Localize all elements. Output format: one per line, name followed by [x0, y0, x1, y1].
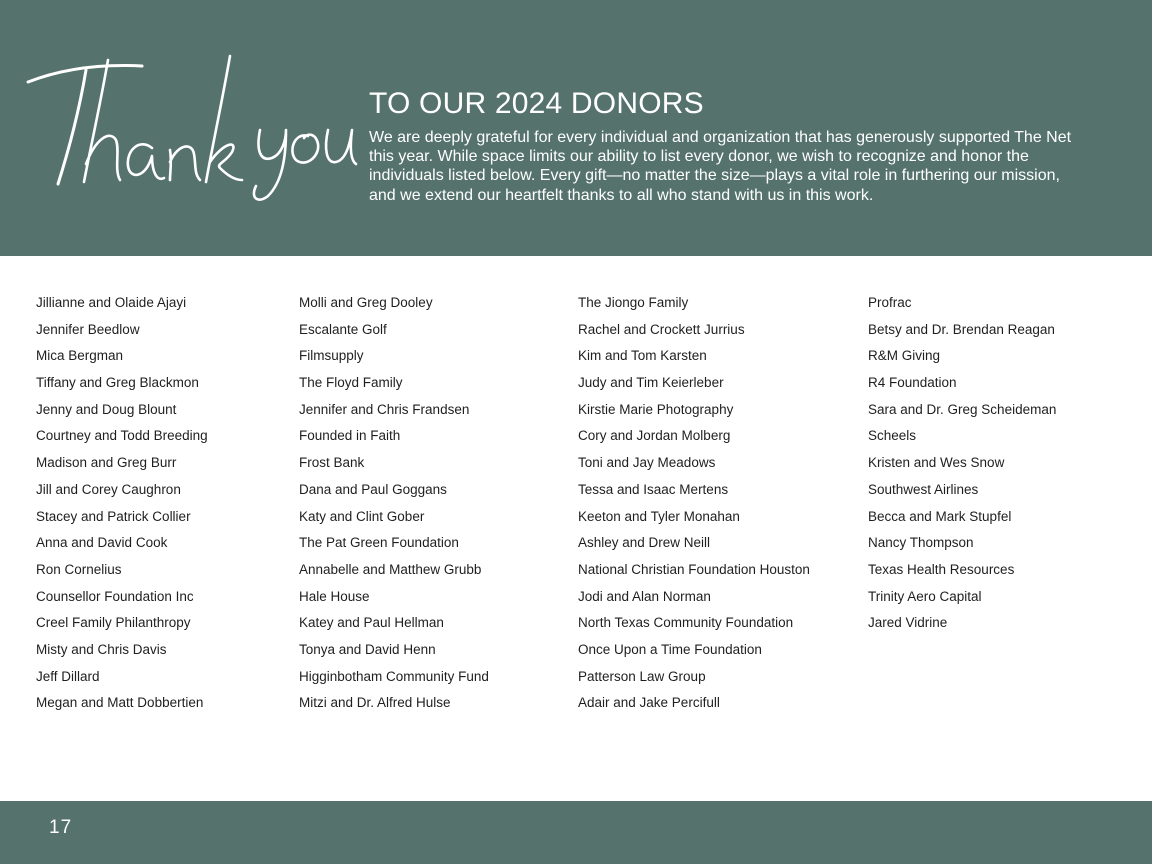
list-item: Dana and Paul Goggans: [299, 481, 447, 497]
page-title: TO OUR 2024 DONORS: [369, 87, 704, 120]
list-item: Founded in Faith: [299, 428, 401, 444]
list-item: Kim and Tom Karsten: [578, 348, 707, 364]
list-item: R&M Giving: [868, 348, 941, 364]
list-item: R4 Foundation: [868, 375, 957, 391]
list-item: Tiffany and Greg Blackmon: [36, 375, 199, 391]
list-item: Jillianne and Olaide Ajayi: [36, 295, 187, 310]
list-item: Katy and Clint Gober: [299, 508, 425, 524]
footer-band: [0, 801, 1152, 864]
page-number: 17: [49, 817, 73, 838]
list-item: The Floyd Family: [299, 375, 403, 391]
list-item: Sara and Dr. Greg Scheideman: [868, 401, 1057, 417]
list-item: Higginbotham Community Fund: [299, 668, 489, 684]
list-item: The Jiongo Family: [578, 295, 689, 310]
list-item: Once Upon a Time Foundation: [578, 641, 762, 657]
list-item: Betsy and Dr. Brendan Reagan: [868, 321, 1055, 337]
list-item: Texas Health Resources: [868, 561, 1015, 577]
list-item: Tessa and Isaac Mertens: [578, 481, 729, 497]
list-item: Jodi and Alan Norman: [578, 588, 711, 604]
list-item: Kirstie Marie Photography: [578, 401, 734, 417]
list-item: Cory and Jordan Molberg: [578, 428, 731, 444]
list-item: Profrac: [868, 295, 912, 310]
list-item: Anna and David Cook: [36, 535, 168, 551]
list-item: Southwest Airlines: [868, 481, 979, 497]
list-item: Escalante Golf: [299, 321, 387, 337]
list-item: Mitzi and Dr. Alfred Hulse: [299, 695, 451, 711]
list-item: Courtney and Todd Breeding: [36, 428, 208, 444]
list-item: Rachel and Crockett Jurrius: [578, 321, 745, 337]
list-item: North Texas Community Foundation: [578, 615, 794, 631]
list-item: Annabelle and Matthew Grubb: [299, 561, 482, 577]
list-item: Filmsupply: [299, 348, 364, 364]
list-item: Jennifer Beedlow: [36, 321, 140, 337]
list-item: Nancy Thompson: [868, 535, 974, 551]
list-item: Jenny and Doug Blount: [36, 401, 177, 417]
list-item: Stacey and Patrick Collier: [36, 508, 191, 524]
list-item: Keeton and Tyler Monahan: [578, 508, 740, 524]
thank-you-script-logo: [24, 46, 360, 206]
list-item: Molli and Greg Dooley: [299, 295, 433, 310]
donor-column-1: [36, 290, 208, 717]
intro-paragraph: We are deeply grateful for every individual and organization that has generously supported The Net this year. While space limits our ability to list every donor, we wish to recognize and honor the individuals listed below. Every gift—no matter the size—plays a vital role in furthering our mission, and we extend our heartfelt thanks to all who stand with us in this work.: [369, 129, 1072, 204]
list-item: Madison and Greg Burr: [36, 455, 177, 471]
list-item: Ron Cornelius: [36, 561, 122, 577]
list-item: Jill and Corey Caughron: [36, 481, 181, 497]
list-item: Katey and Paul Hellman: [299, 615, 444, 631]
list-item: Megan and Matt Dobbertien: [36, 695, 204, 711]
list-item: Tonya and David Henn: [299, 641, 436, 657]
list-item: Becca and Mark Stupfel: [868, 508, 1012, 524]
list-item: Ashley and Drew Neill: [578, 535, 711, 551]
list-item: Jennifer and Chris Frandsen: [299, 401, 470, 417]
list-item: Jared Vidrine: [868, 615, 948, 631]
list-item: Adair and Jake Percifull: [578, 695, 720, 711]
list-item: Scheels: [868, 428, 917, 444]
list-item: Jeff Dillard: [36, 668, 100, 684]
list-item: Counsellor Foundation Inc: [36, 588, 194, 604]
list-item: Misty and Chris Davis: [36, 641, 167, 657]
donor-column-2: [299, 290, 489, 717]
list-item: The Pat Green Foundation: [299, 535, 459, 551]
list-item: National Christian Foundation Houston: [578, 561, 810, 577]
list-item: Mica Bergman: [36, 348, 124, 364]
list-item: Judy and Tim Keierleber: [578, 375, 724, 391]
list-item: Frost Bank: [299, 455, 365, 471]
list-item: Hale House: [299, 588, 370, 604]
donor-column-4: [868, 290, 1056, 637]
list-item: Toni and Jay Meadows: [578, 455, 716, 471]
list-item: Patterson Law Group: [578, 668, 706, 684]
list-item: Creel Family Philanthropy: [36, 615, 191, 631]
header-band: [0, 0, 1152, 256]
donor-column-3: [578, 290, 810, 717]
list-item: Kristen and Wes Snow: [868, 455, 1005, 471]
list-item: Trinity Aero Capital: [868, 588, 982, 604]
